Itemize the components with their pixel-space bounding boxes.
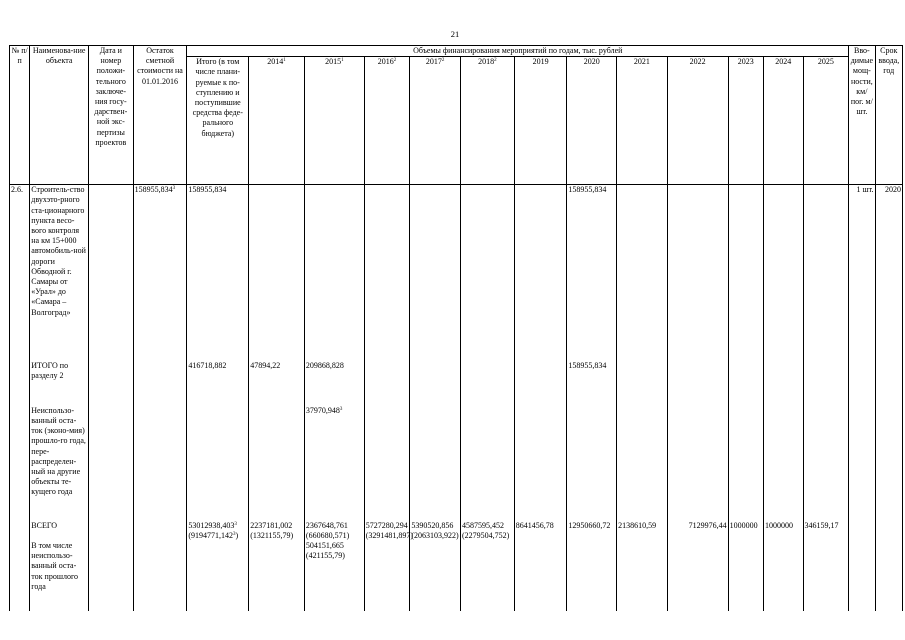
grand-total-total: 53012938,403$^3$ (9194771,142$^3$)	[187, 521, 249, 611]
header-financing-group: Объемы финансирования мероприятий по годам, тыс. рублей	[187, 46, 849, 57]
header-num: № п/п	[10, 46, 30, 185]
header-year-2018: 2018$^2$	[461, 57, 515, 185]
header-year-2017: 2017$^2$	[410, 57, 461, 185]
grand-total-2019: 8641456,78	[514, 521, 567, 611]
grand-total-2020: 12950660,72	[567, 521, 617, 611]
grand-total-2023: 1000000	[728, 521, 763, 611]
page-number: 21	[450, 29, 460, 39]
section-total-label: ИТОГО по разделу 2	[30, 361, 89, 406]
grand-total-2018: 4587595,452 (2279504,752)	[461, 521, 515, 611]
header-year-2023: 2023	[728, 57, 763, 185]
grand-total-label: ВСЕГО В том числе неиспользо-ванный оста-ток прошлого года	[30, 521, 89, 611]
unused-2015: 37970,948$^3$	[304, 406, 364, 521]
header-year-2022: 2022	[667, 57, 728, 185]
table-row-unused	[10, 406, 903, 521]
header-year-2016: 2016$^2$	[364, 57, 410, 185]
table-row-grand-total	[10, 521, 903, 611]
grand-total-2021: 2138610,59	[617, 521, 668, 611]
header-total: Итого (в том числе плани-руемые к по-ступлению и поступившие средства феде-рального бюджета)	[187, 57, 249, 185]
header-year-2019: 2019	[514, 57, 567, 185]
header-term: Срок ввода, год	[875, 46, 902, 185]
row-balance: 158955,834$^3$	[133, 185, 187, 361]
table-row-2-6	[10, 185, 903, 361]
header-year-2024: 2024	[764, 57, 804, 185]
header-capacity: Вво-димые мощ-ности, км/ пог. м/шт.	[849, 46, 875, 185]
header-year-2021: 2021	[617, 57, 668, 185]
section-total-2014: 47894,22	[249, 361, 305, 406]
header-year-2014: 2014$^1$	[249, 57, 305, 185]
grand-total-2024: 1000000	[764, 521, 804, 611]
section-total-2015: 209868,828	[304, 361, 364, 406]
grand-total-2022: 7129976,44	[667, 521, 728, 611]
grand-total-2025: 346159,17	[803, 521, 849, 611]
row-num: 2.6.	[10, 185, 30, 361]
header-year-2015: 2015$^1$	[304, 57, 364, 185]
header-balance: Остаток сметной стоимости на 01.01.2016	[133, 46, 187, 185]
row-name: Строитель-ство двухэто-рного ста-ционарного пункта весо-вого контроля на км 15+000 автомобиль-ной дороги Обводной г. Самары от «Урал» до «Самара – Волгоград»	[30, 185, 89, 361]
grand-total-2016: 5727280,294 (3291481,897)	[364, 521, 410, 611]
row-capacity: 1 шт.	[849, 185, 875, 361]
grand-total-2017: 5390520,856 (2063103,922)	[410, 521, 461, 611]
section-total-2020: 158955,834	[567, 361, 617, 406]
grand-total-2014: 2237181,002 (1321155,79)	[249, 521, 305, 611]
table-row-section-total	[10, 361, 903, 406]
header-year-2025: 2025	[803, 57, 849, 185]
header-name: Наименова-ние объекта	[30, 46, 89, 185]
header-date: Дата и номер положи-тельного заключе-ния госу-дарствен-ной экс-пертизы проектов	[89, 46, 134, 185]
unused-label: Неиспользо-ванный оста-ток (эконо-мия) прошло-го года, пере-распределен-ный на другие объекты те-кущего года	[30, 406, 89, 521]
section-total-total: 416718,882	[187, 361, 249, 406]
grand-total-2015: 2367648,761 (660680,571) 504151,665 (421155,79)	[304, 521, 364, 611]
financing-table	[9, 45, 903, 611]
row-term: 2020	[875, 185, 902, 361]
row-total: 158955,834	[187, 185, 249, 361]
row-2020: 158955,834	[567, 185, 617, 361]
header-year-2020: 2020	[567, 57, 617, 185]
